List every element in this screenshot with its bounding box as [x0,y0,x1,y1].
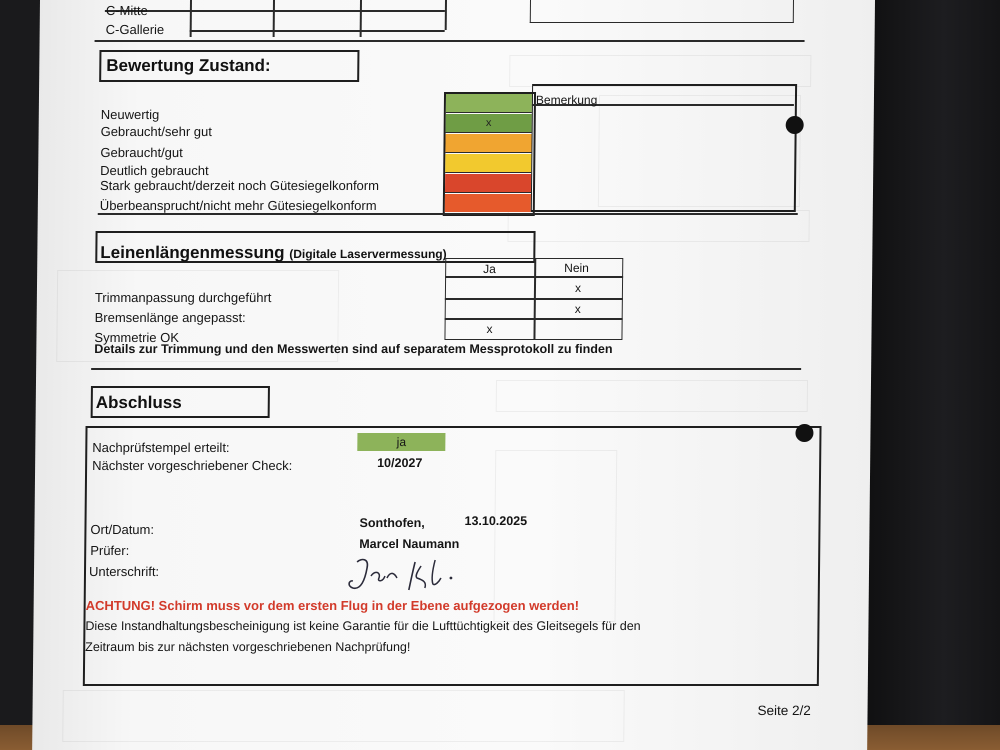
top-right-box [530,0,794,23]
inspector-label: Prüfer: [90,543,130,558]
table-rule [445,0,447,30]
remark-header: Bemerkung [535,93,598,107]
ghost-box [509,55,811,87]
ghost-box [62,690,625,742]
ghost-box [507,210,809,242]
page-number: Seite 2/2 [757,703,811,718]
closing-title: Abschluss [95,393,182,412]
punch-hole [786,116,804,134]
line-check-label: Symmetrie OK [94,330,180,345]
condition-swatch [445,134,531,153]
line-check-label: Bremsenlänge angepasst: [94,310,246,325]
table-rule [105,10,445,12]
condition-color-scale [443,92,536,216]
place-value: Sonthofen, [359,516,425,530]
place-date-label: Ort/Datum: [90,522,155,537]
ghost-box [496,380,808,412]
line-check-label: Trimmanpassung durchgeführt [94,290,272,305]
lines-details-note: Details zur Trimmung und den Messwerten sind auf separatem Messprotokoll zu finden [94,342,613,356]
line-check-yes: x [486,322,493,336]
condition-mark: x [485,117,492,129]
signature-label: Unterschrift: [88,564,160,579]
stamp-label: Nachprüfstempel erteilt: [92,440,230,455]
condition-title: Bewertung Zustand: [106,56,271,75]
table-row-label: C-Gallerie [105,22,165,37]
warning-text: ACHTUNG! Schirm muss vor dem ersten Flug in der Ebene aufgezogen werden! [85,598,580,613]
condition-label: Neuwertig [100,107,160,122]
inspector-value: Marcel Naumann [359,537,460,551]
next-check-value: 10/2027 [377,456,423,470]
column-header-yes: Ja [483,262,496,276]
condition-swatch [445,194,531,212]
background-dark-area [860,0,1000,750]
table-rule [445,298,623,300]
table-rule [445,276,623,278]
table-rule [190,30,445,32]
condition-label: Stark gebraucht/derzeit noch Gütesiegelkonform [99,178,380,193]
disclaimer-line-1: Diese Instandhaltungsbescheinigung ist keine Garantie für die Lufttüchtigkeit des Gleitsegels für den [85,619,641,633]
line-check-no: x [574,281,582,295]
condition-swatch [445,174,531,193]
disclaimer-line-2: Zeitraum bis zur nächsten vorgeschriebenen Nachprüfung! [85,640,411,654]
condition-label: Gebraucht/gut [100,145,183,160]
table-row-label: C-Mitte [105,3,148,18]
condition-swatch [445,154,531,173]
stamp-value: ja [396,435,407,449]
document-page [32,0,875,750]
condition-label: Überbeansprucht/nicht mehr Gütesiegelkonform [99,198,377,213]
stamp-value-cell [357,433,445,451]
condition-swatch [446,94,532,113]
date-value: 13.10.2025 [464,514,528,528]
table-rule [445,318,623,320]
condition-label: Gebraucht/sehr gut [100,124,212,139]
line-check-no: x [574,302,581,316]
section-divider [98,213,798,215]
condition-swatch [446,114,532,133]
section-divider [95,40,805,42]
lines-title-text: Leinenlängenmessung [100,243,285,262]
lines-title [100,243,447,263]
column-header-no: Nein [564,261,589,275]
punch-hole [795,424,813,442]
lines-subtitle: (Digitale Laservermessung) [289,247,447,261]
section-divider [91,368,801,370]
next-check-label: Nächster vorgeschriebener Check: [92,458,293,473]
signature-image [339,548,470,598]
condition-label: Deutlich gebraucht [100,163,209,178]
